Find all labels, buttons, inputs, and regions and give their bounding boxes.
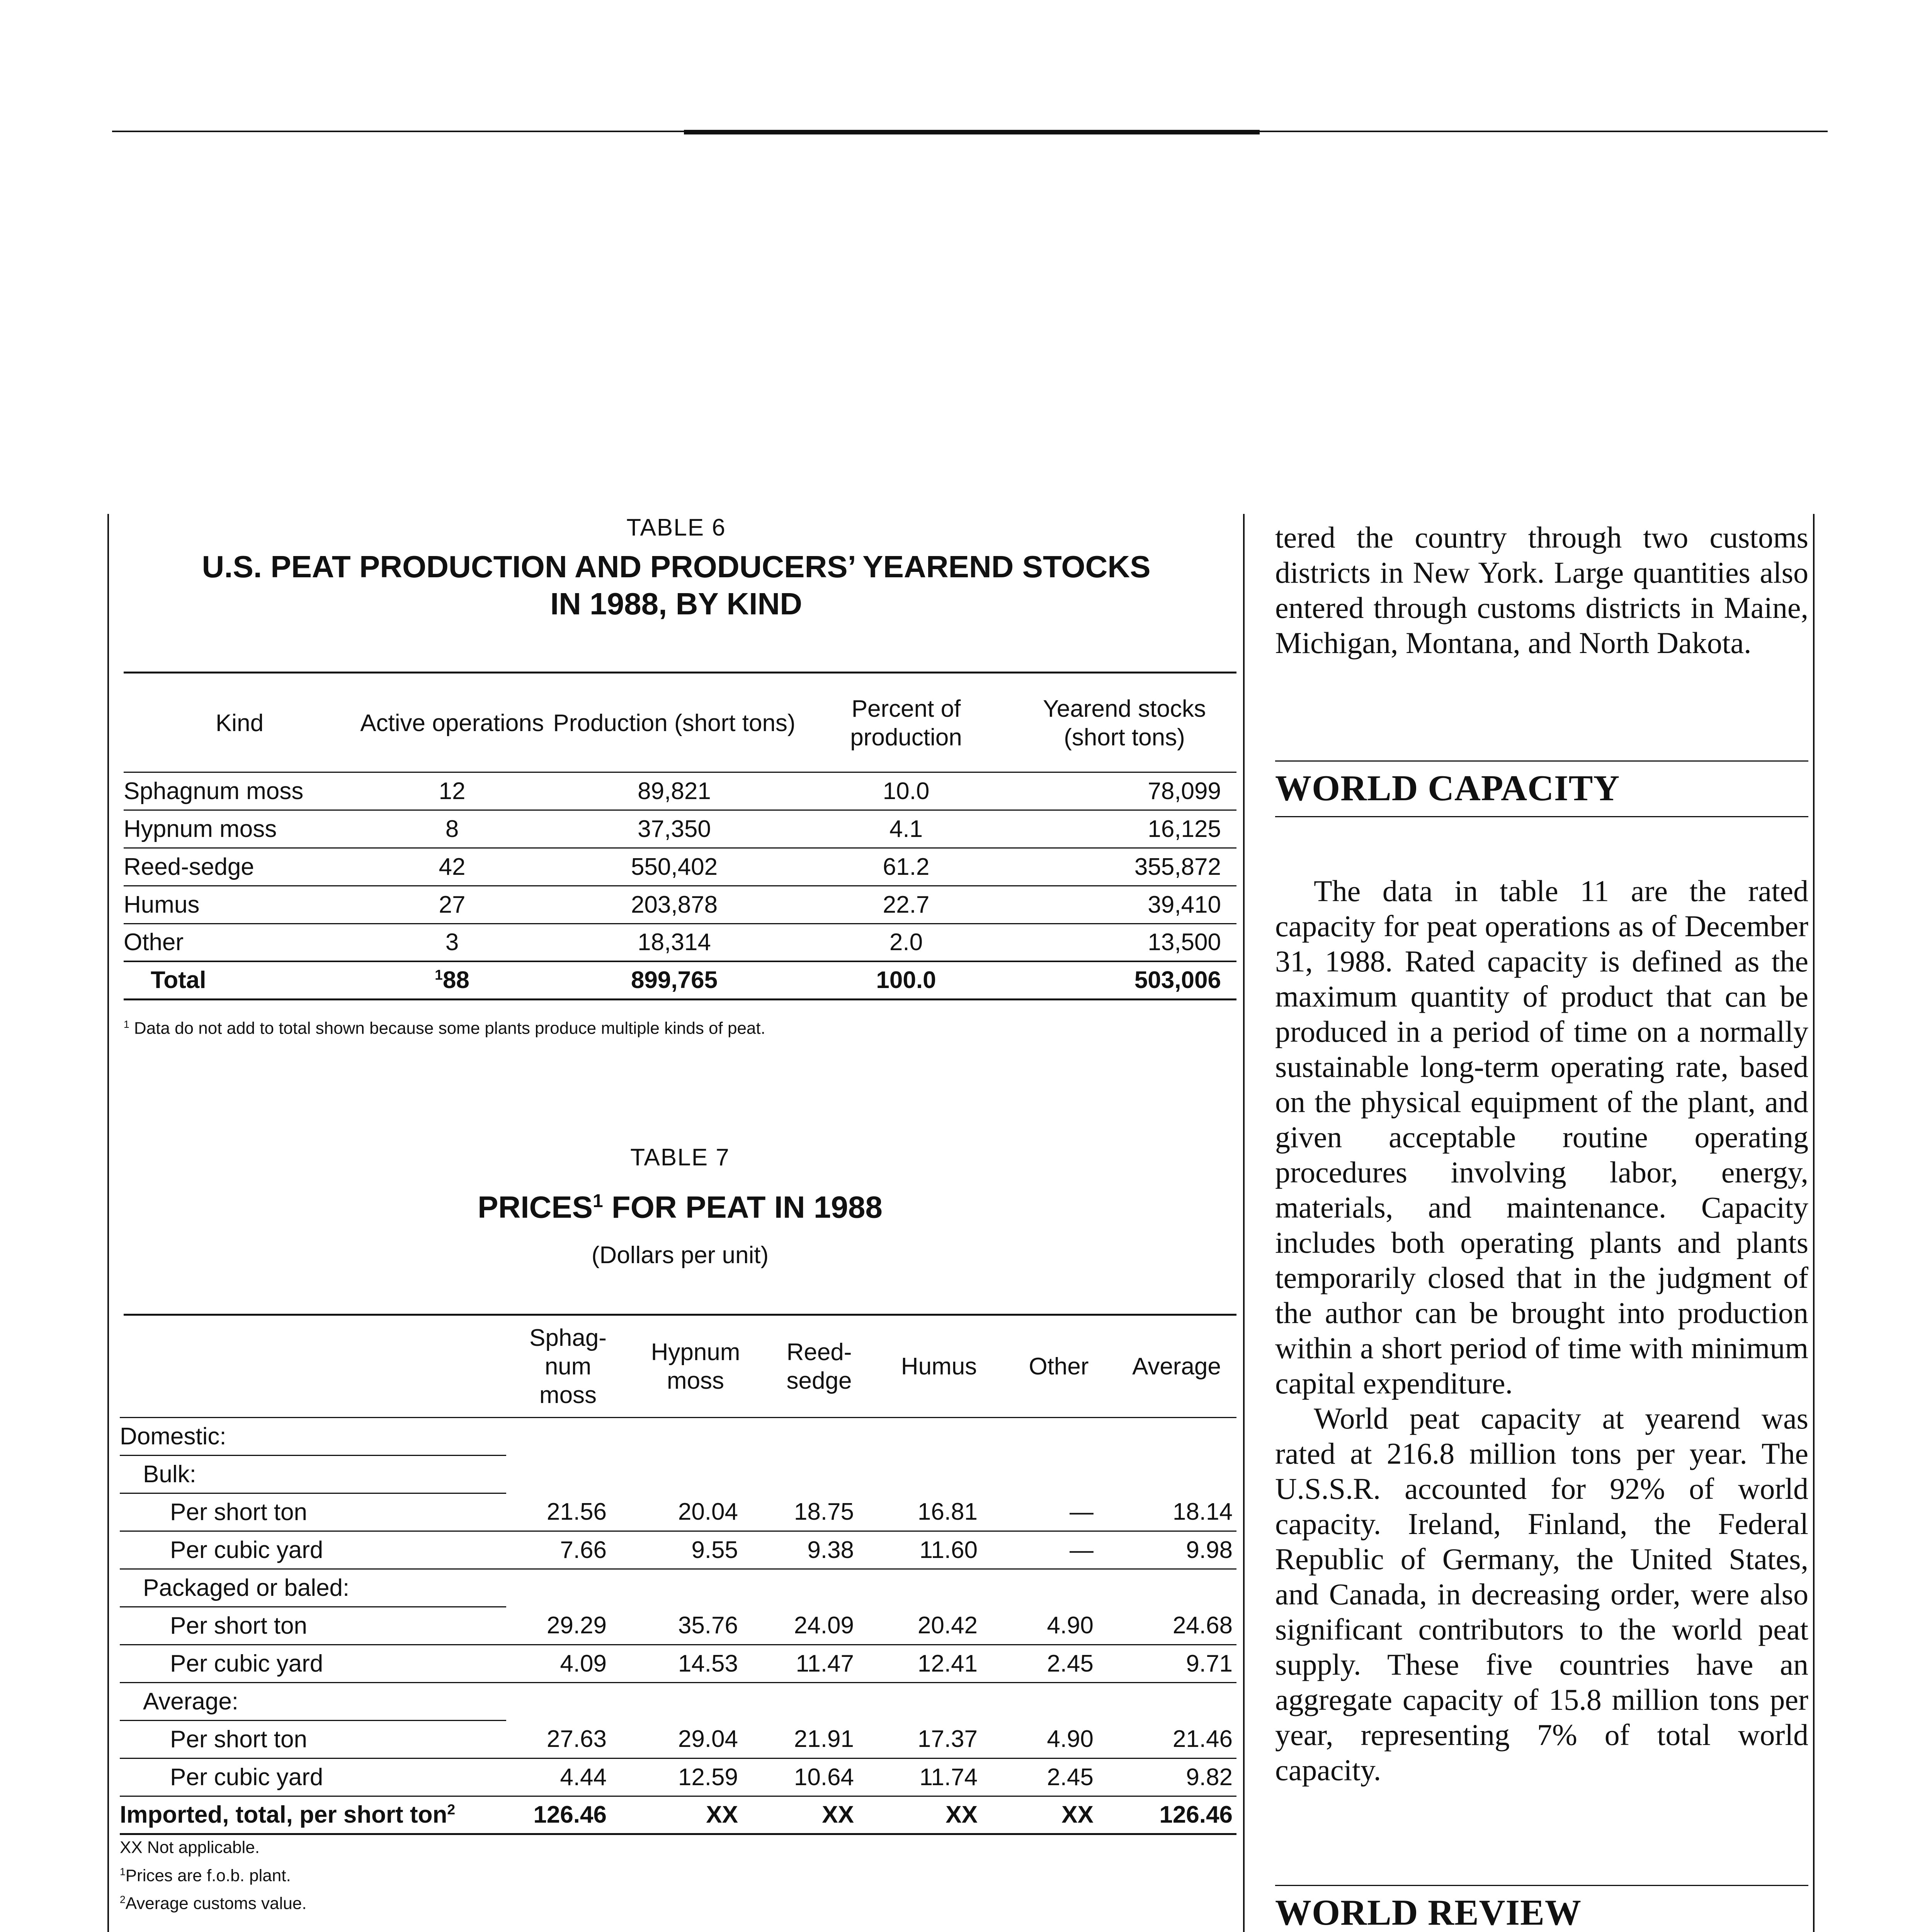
table7-average-row-empty	[630, 1682, 761, 1720]
table7-header-reed-sedge: Reed-sedge	[786, 1339, 852, 1395]
table7-bulk-row-empty	[630, 1455, 761, 1493]
table7-average-row-empty	[506, 1682, 630, 1720]
table6-row	[124, 848, 1236, 886]
table6-cell-percent: 4.1	[889, 815, 923, 842]
table7-title-rest: FOR PEAT IN 1988	[603, 1190, 883, 1225]
world-review-rule-top	[1275, 1885, 1808, 1886]
table7-average-ton-row-hypnum: 29.04	[630, 1720, 761, 1758]
table6-cell-percent: 2.0	[889, 929, 923, 956]
table6-total-marker: 1	[435, 966, 443, 983]
table6-cell-production: 18,314	[638, 929, 711, 956]
top-rule-thick	[684, 130, 1260, 134]
table7-header-average: Average	[1132, 1353, 1221, 1380]
table7-footnotes	[120, 1832, 306, 1916]
table7-packaged-ton-row	[120, 1607, 1236, 1645]
table6-total-label: Total	[151, 967, 206, 994]
table7-bulk-ton-row-other: —	[1001, 1493, 1117, 1531]
table7-average-yard-row-other: 2.45	[1001, 1758, 1117, 1796]
table7-average-row-empty	[1001, 1682, 1117, 1720]
world-review-heading: WORLD REVIEW	[1275, 1893, 1582, 1932]
table7-bulk-yard-row-average: 9.98	[1117, 1531, 1236, 1569]
table6-cell-kind: Sphagnum moss	[124, 777, 304, 804]
table7-average-ton-row-humus: 17.37	[877, 1720, 1001, 1758]
table7-average-yard-row-hypnum: 12.59	[630, 1758, 761, 1796]
world-capacity-text	[1275, 873, 1808, 1787]
table7-bulk-yard-row-other: —	[1001, 1531, 1117, 1569]
table6-footnote-text: Data do not add to total shown because some plants produce multiple kinds of peat.	[134, 1019, 765, 1038]
world-capacity-rule-bottom	[1275, 816, 1808, 817]
table7-imported-hypnum: XX	[706, 1801, 738, 1828]
table7-bulk-row-empty	[877, 1455, 1001, 1493]
table6-footnote-marker: 1	[124, 1019, 129, 1030]
table7-packaged-ton-row-label: Per short ton	[120, 1607, 506, 1645]
table6-cell-production: 550,402	[631, 853, 718, 880]
table7-domestic-row-empty	[1001, 1417, 1117, 1455]
table7-average-row-empty	[877, 1682, 1001, 1720]
table6-total-operations	[355, 961, 549, 999]
table7-bulk-ton-row-label: Per short ton	[120, 1493, 506, 1531]
table7-average-yard-row-reed-sedge: 10.64	[761, 1758, 877, 1796]
table6-header-row	[124, 675, 1236, 772]
table7-imported-sphagnum: 126.46	[533, 1801, 607, 1828]
table6-header-kind: Kind	[215, 710, 264, 737]
table7-packaged-yard-row-average: 9.71	[1117, 1645, 1236, 1682]
table7-domestic-row-empty	[1117, 1417, 1236, 1455]
table7-average-ton-row-other: 4.90	[1001, 1720, 1117, 1758]
table7-bulk-ton-row	[120, 1493, 1236, 1531]
table7-average-ton-row-reed-sedge: 21.91	[761, 1720, 877, 1758]
table7-packaged-ton-row-sphagnum: 29.29	[506, 1607, 630, 1645]
table6-cell-stocks: 16,125	[1148, 815, 1221, 842]
table6-footnote	[124, 1012, 765, 1041]
table7-average-row-empty	[1117, 1682, 1236, 1720]
table7-bulk-ton-row-average: 18.14	[1117, 1493, 1236, 1531]
table7-bulk-row	[120, 1455, 1236, 1493]
table6-header-production: Production (short tons)	[553, 710, 796, 737]
table7-imported-average: 126.46	[1159, 1801, 1233, 1828]
table7-title	[124, 1183, 1236, 1226]
table6-cell-operations: 12	[439, 777, 466, 804]
table6-cell-kind: Humus	[124, 891, 200, 918]
table6-title-line1: U.S. PEAT PRODUCTION AND PRODUCERS’ YEAREND STOCKS	[202, 549, 1151, 584]
table7-average-yard-row-sphagnum: 4.44	[506, 1758, 630, 1796]
table7-bulk-row-label: Bulk:	[120, 1455, 506, 1493]
table6-total-percent: 100.0	[876, 967, 936, 994]
table7-domestic-row-empty	[630, 1417, 761, 1455]
table7-packaged-yard-row-sphagnum: 4.09	[506, 1645, 630, 1682]
table7-packaged-yard-row-humus: 12.41	[877, 1645, 1001, 1682]
table7-imported-label	[120, 1796, 506, 1834]
table7-packaged-row-empty	[877, 1569, 1001, 1607]
table7-average-yard-row-label: Per cubic yard	[120, 1758, 506, 1796]
table7-imported-humus: XX	[946, 1801, 978, 1828]
right-margin-rule	[1813, 514, 1815, 1932]
table7-packaged-row-empty	[1001, 1569, 1117, 1607]
table7-header-humus: Humus	[901, 1353, 977, 1380]
table6-total-stocks: 503,006	[1134, 967, 1221, 994]
table7-bulk-yard-row-humus: 11.60	[877, 1531, 1001, 1569]
table7-packaged-ton-row-hypnum: 35.76	[630, 1607, 761, 1645]
table7-packaged-ton-row-other: 4.90	[1001, 1607, 1117, 1645]
table7-average-yard-row-average: 9.82	[1117, 1758, 1236, 1796]
table6-cell-percent: 10.0	[883, 777, 930, 804]
table7-packaged-ton-row-average: 24.68	[1117, 1607, 1236, 1645]
table7-packaged-row	[120, 1569, 1236, 1607]
table7-footnote-xx: XX Not applicable.	[120, 1838, 260, 1857]
table6-cell-kind: Hypnum moss	[124, 815, 277, 842]
table7-title-main: PRICES	[478, 1190, 593, 1225]
table6-header-stocks: Yearend stocks (short tons)	[1043, 696, 1206, 751]
table7-bulk-ton-row-hypnum: 20.04	[630, 1493, 761, 1531]
table6-row	[124, 886, 1236, 923]
table6-title-line2: IN 1988, BY KIND	[550, 587, 803, 621]
table7-packaged-row-empty	[1117, 1569, 1236, 1607]
table7-bulk-ton-row-sphagnum: 21.56	[506, 1493, 630, 1531]
table6-cell-operations: 27	[439, 891, 466, 918]
world-capacity-paragraph-1: The data in table 11 are the rated capacity for peat operations as of December 31, 1988. Rated capacity is defined as the maximum quantity of product that can be produced in a period of time on a normally sustainable long-term operating rate, based on the physical equipment of the plant, and given acceptable routine operating procedures involving labor, energy, materials, and maintenance. Capacity includes both operating plants and plants temporarily closed that in the judgment of the author can be brought into production within a short period of time with minimum capital expenditure.	[1275, 874, 1808, 1400]
table7-bulk-yard-row-sphagnum: 7.66	[506, 1531, 630, 1569]
column-divider	[1243, 514, 1245, 1932]
table7	[120, 1317, 1236, 1835]
table6-header-percent: Percent of production	[850, 696, 962, 751]
table7-header-row	[120, 1317, 1236, 1417]
table7-packaged-yard-row-label: Per cubic yard	[120, 1645, 506, 1682]
table6-cell-stocks: 39,410	[1148, 891, 1221, 918]
table7-header-hypnum: Hypnum moss	[651, 1339, 740, 1395]
table7-footnote-1: $^1$Prices are f.o.b. plant.	[120, 1866, 291, 1885]
table7-average-ton-row-average: 21.46	[1117, 1720, 1236, 1758]
table7-imported-reed-sedge: XX	[822, 1801, 854, 1828]
table7-bulk-ton-row-humus: 16.81	[877, 1493, 1001, 1531]
table7-packaged-row-empty	[761, 1569, 877, 1607]
table6-row	[124, 923, 1236, 961]
table7-bulk-yard-row-reed-sedge: 9.38	[761, 1531, 877, 1569]
table7-packaged-row-empty	[506, 1569, 630, 1607]
table7-footnote-2: $^2$Average customs value.	[120, 1894, 307, 1913]
table7-average-row	[120, 1682, 1236, 1720]
table7-imported-row	[120, 1796, 1236, 1834]
table7-bulk-row-empty	[506, 1455, 630, 1493]
table6-cell-production: 89,821	[638, 777, 711, 804]
table6	[124, 675, 1236, 1000]
table7-bulk-yard-row-hypnum: 9.55	[630, 1531, 761, 1569]
table7-unit: (Dollars per unit)	[591, 1242, 769, 1269]
table6-total-row	[124, 961, 1236, 999]
table6-header-active-operations: Active operations	[360, 710, 544, 737]
table6-cell-production: 203,878	[631, 891, 718, 918]
table6-cell-operations: 3	[445, 929, 459, 956]
table7-packaged-yard-row-reed-sedge: 11.47	[761, 1645, 877, 1682]
table7-imported-marker: 2	[447, 1801, 456, 1818]
table6-cell-stocks: 13,500	[1148, 929, 1221, 956]
table7-bulk-row-empty	[761, 1455, 877, 1493]
table7-title-marker: 1	[592, 1191, 603, 1211]
table6-total-operations-value: 88	[442, 967, 469, 994]
table7-average-ton-row	[120, 1720, 1236, 1758]
world-capacity-paragraph-2: World peat capacity at yearend was rated at 216.8 million tons per year. The U.S.S.R. accounted for 92% of world capacity. Ireland, Finland, the Federal Republic of Germany, the United States, and Canada, in decreasing order, were also significant contributors to the world peat supply. These five countries have an aggregate capacity of 15.8 million tons per year, representing 7% of total world capacity.	[1275, 1401, 1808, 1787]
table7-domestic-row-empty	[761, 1417, 877, 1455]
table6-label: TABLE 6	[626, 514, 726, 541]
intro-paragraph: tered the country through two customs districts in New York. Large quantities also entered through customs districts in Maine, Michigan, Montana, and North Dakota.	[1275, 520, 1808, 660]
table7-average-row-empty	[761, 1682, 877, 1720]
table7-packaged-yard-row-hypnum: 14.53	[630, 1645, 761, 1682]
table6-cell-stocks: 78,099	[1148, 777, 1221, 804]
table7-bulk-row-empty	[1001, 1455, 1117, 1493]
table7-domestic-row	[120, 1417, 1236, 1455]
table6-row	[124, 810, 1236, 848]
table7-packaged-row-label: Packaged or baled:	[120, 1569, 506, 1607]
table7-bulk-yard-row-label: Per cubic yard	[120, 1531, 506, 1569]
table7-header-sphagnum: Sphag-num moss	[529, 1325, 607, 1409]
table6-cell-production: 37,350	[638, 815, 711, 842]
table7-imported-other: XX	[1061, 1801, 1094, 1828]
table7-average-ton-row-sphagnum: 27.63	[506, 1720, 630, 1758]
table7-average-yard-row	[120, 1758, 1236, 1796]
table6-row	[124, 772, 1236, 810]
table7-bulk-row-empty	[1117, 1455, 1236, 1493]
table7-header-blank	[120, 1317, 506, 1417]
table7-packaged-ton-row-humus: 20.42	[877, 1607, 1001, 1645]
table7-imported-label-text: Imported, total, per short ton	[120, 1801, 447, 1828]
table7-top-rule	[124, 1314, 1236, 1316]
table7-bulk-yard-row	[120, 1531, 1236, 1569]
table6-cell-operations: 8	[445, 815, 459, 842]
table7-average-ton-row-label: Per short ton	[120, 1720, 506, 1758]
table6-caption	[120, 514, 1233, 622]
table7-domestic-row-empty	[877, 1417, 1001, 1455]
table6-cell-stocks: 355,872	[1134, 853, 1221, 880]
table7-packaged-ton-row-reed-sedge: 24.09	[761, 1607, 877, 1645]
table6-cell-percent: 22.7	[883, 891, 930, 918]
table7-average-row-label: Average:	[120, 1682, 506, 1720]
table7-packaged-row-empty	[630, 1569, 761, 1607]
table7-caption	[124, 1144, 1236, 1269]
table7-domestic-row-label: Domestic:	[120, 1417, 506, 1455]
table6-cell-kind: Reed-sedge	[124, 853, 254, 880]
table7-label: TABLE 7	[630, 1144, 730, 1171]
table6-cell-kind: Other	[124, 929, 184, 956]
world-capacity-rule-top	[1275, 760, 1808, 762]
table6-top-rule	[124, 672, 1236, 673]
table6-cell-percent: 61.2	[883, 853, 930, 880]
world-capacity-heading: WORLD CAPACITY	[1275, 768, 1620, 808]
table6-cell-operations: 42	[439, 853, 466, 880]
table7-packaged-yard-row-other: 2.45	[1001, 1645, 1117, 1682]
table7-packaged-yard-row	[120, 1645, 1236, 1682]
left-margin-rule	[107, 514, 109, 1932]
table7-header-other: Other	[1029, 1353, 1089, 1380]
table7-bulk-ton-row-reed-sedge: 18.75	[761, 1493, 877, 1531]
table7-average-yard-row-humus: 11.74	[877, 1758, 1001, 1796]
table6-total-production: 899,765	[631, 967, 718, 994]
table7-domestic-row-empty	[506, 1417, 630, 1455]
